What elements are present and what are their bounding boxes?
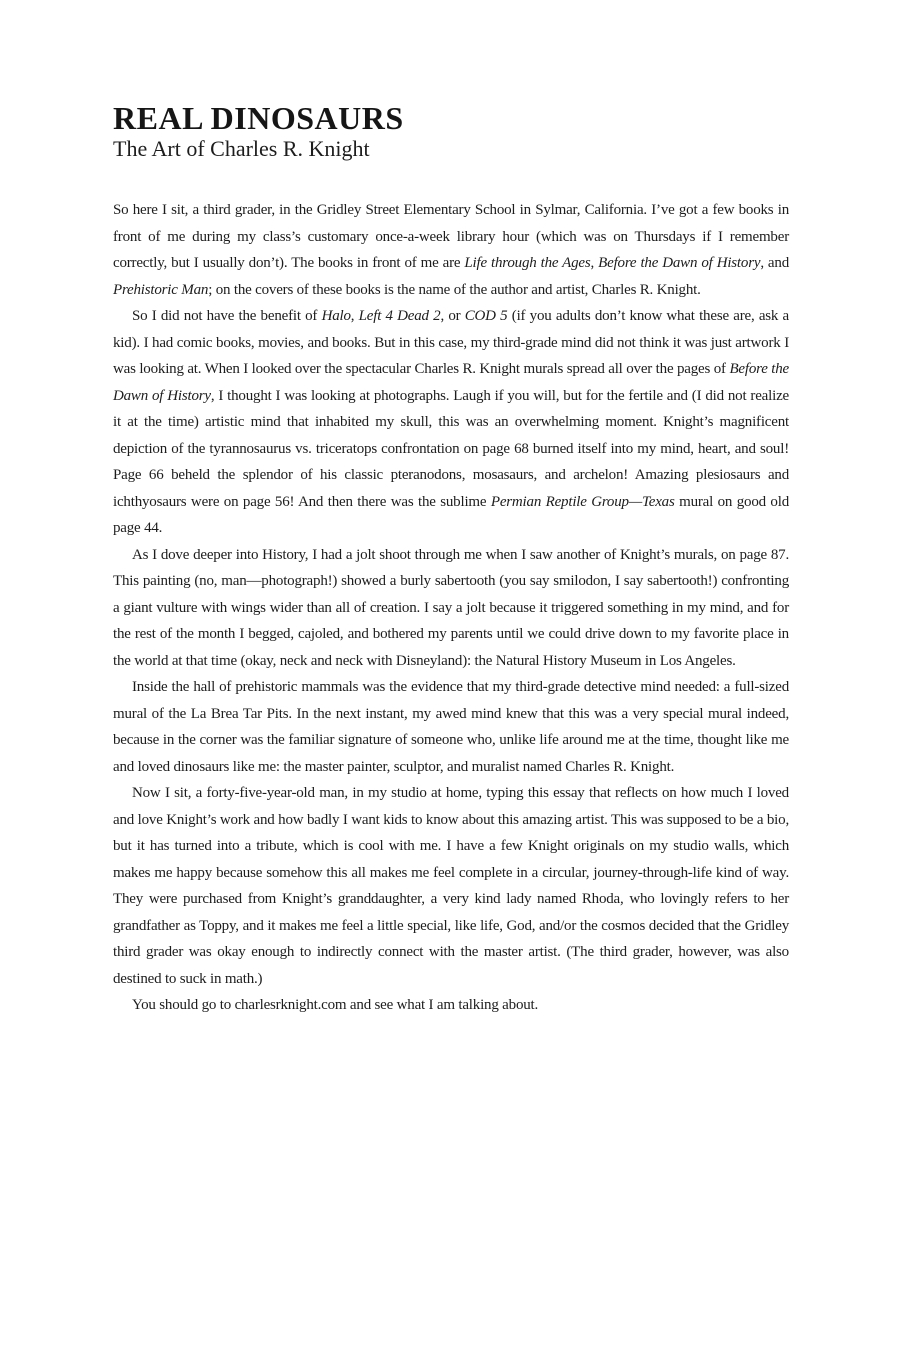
essay-subtitle: The Art of Charles R. Knight [113, 136, 370, 161]
body-text: You should go to charlesrknight.com and see what I am talking about. [132, 997, 539, 1013]
essay-title: REAL DINOSAURS [113, 100, 404, 136]
body-text: Now I sit, a forty-five-year-old man, in my studio at home, typing this essay that reflects on how much I loved and love Knight’s work and how badly I want kids to know about this amazing artist. This was supposed to be a bio, but it has turned into a tribute, which is cool with me. I have a few Knight originals on my studio walls, which makes me happy because somehow this all makes me feel complete in a circular, journey-through-life kind of way. They were purchased from Knight’s granddaughter, a very kind lady named Rhoda, who lovingly refers to her grandfather as Toppy, and it makes me feel a little special, like life, God, and/or the cosmos decided that the Gridley third grader was okay enough to indirectly connect with the master artist. (The third grader, however, was also destined to suck in math.) [113, 785, 789, 987]
italic-title-text: Life through the Ages [464, 255, 591, 271]
essay-paragraph [113, 197, 789, 303]
italic-title-text: COD 5 [464, 308, 508, 324]
essay-paragraph [113, 780, 789, 992]
italic-title-text: Before the Dawn of History [113, 361, 789, 404]
body-text: Inside the hall of prehistoric mammals was the evidence that my third-grade detective mind needed: a full-sized mural of the La Brea Tar Pits. In the next instant, my awed mind knew that this was a very special mural indeed, because in the corner was the familiar signature of someone who, unlike life around me at the time, thought like me and loved dinosaurs like me: the master painter, sculptor, and muralist named Charles R. Knight. [113, 679, 789, 775]
body-text: , [590, 255, 599, 271]
essay-paragraph [113, 542, 789, 675]
italic-title-text: Halo [321, 308, 351, 324]
body-text: So here I sit, a third grader, in the Gridley Street Elementary School in Sylmar, California. I’ve got a few books in front of me during my class’s customary once-a-week library hour (which was on Thursdays if I remember correctly, but I usually don’t). The books in front of me are [113, 202, 789, 271]
italic-title-text: Left 4 Dead 2 [358, 308, 441, 324]
body-text: , and [760, 255, 789, 271]
essay-body [113, 197, 789, 1019]
body-text: , [350, 308, 359, 324]
body-text: (if you adults don’t know what these are, ask a kid). I had comic books, movies, and books. But in this case, my third-grade mind did not think it was just artwork I was looking at. When I looked over the spectacular Charles R. Knight murals spread all over the pages of [113, 308, 790, 377]
essay-paragraph [113, 303, 789, 542]
title-block [113, 101, 789, 162]
body-text: So I did not have the benefit of [132, 308, 322, 324]
body-text: ; on the covers of these books is the name of the author and artist, Charles R. Knight. [208, 281, 701, 298]
body-text: , or [440, 308, 465, 324]
body-text: mural on good old page 44. [113, 493, 789, 536]
italic-title-text: Permian Reptile Group—Texas [490, 493, 675, 510]
essay-paragraph [113, 992, 789, 1019]
italic-title-text: Prehistoric Man [113, 281, 209, 298]
body-text: As I dove deeper into History, I had a jolt shoot through me when I saw another of Knight’s murals, on page 87. This painting (no, man—photograph!) showed a burly sabertooth (you say smilodon, I say sabertooth!) confronting a giant vulture with wings wider than all of creation. I say a jolt because it triggered something in my mind, and for the rest of the month I begged, cajoled, and bothered my parents until we could drive down to my favorite place in the world at that time (okay, neck and neck with Disneyland): the Natural History Museum in Los Angeles. [113, 546, 789, 669]
italic-title-text: Before the Dawn of History [598, 255, 761, 271]
body-text: , I thought I was looking at photographs. Laugh if you will, but for the fertile and (I did not realize it at the time) artistic mind that inhabited my skull, this was an overwhelming moment. Knight’s magnificent depiction of the tyrannosaurus vs. triceratops confrontation on page 68 burned itself into my mind, heart, and soul! Page 66 beheld the splendor of his classic pteranodons, mosasaurs, and archelon! Amazing plesiosaurs and ichthyosaurs were on page 56! And then there was the sublime [113, 387, 789, 510]
essay-paragraph [113, 674, 789, 780]
